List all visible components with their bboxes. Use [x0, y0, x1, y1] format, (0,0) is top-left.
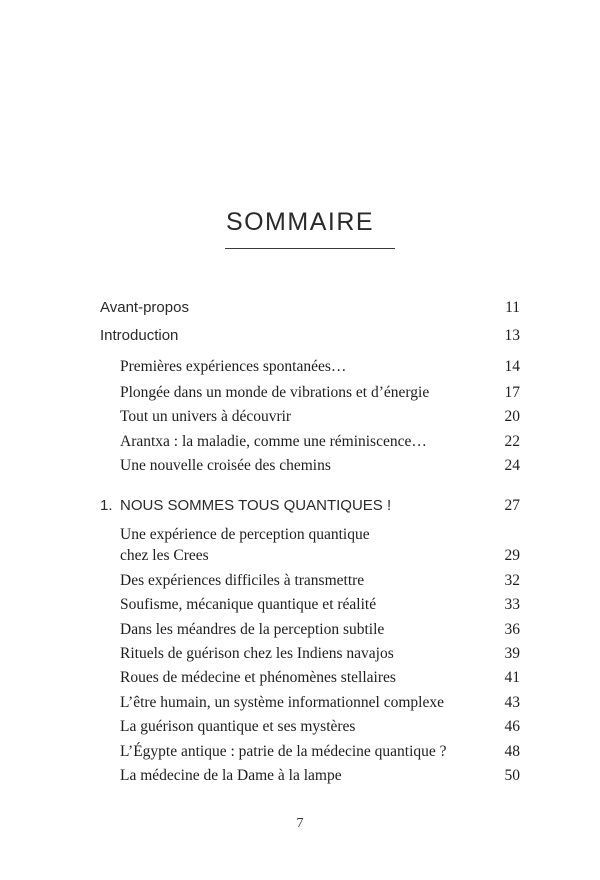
toc-subentry-label: Des expériences difficiles à transmettre: [120, 572, 365, 589]
chapter-number: 1.: [100, 497, 113, 514]
page-number: 7: [296, 816, 304, 831]
toc-subentry-page: 50: [504, 767, 520, 784]
toc-subentry-label: Une nouvelle croisée des chemins: [120, 457, 331, 474]
toc-subentry-label: Soufisme, mécanique quantique et réalité: [120, 596, 377, 613]
toc-subentry-label: Dans les méandres de la perception subtile: [120, 621, 385, 638]
chapter-page: 27: [504, 497, 520, 514]
toc-subentry-label: Plongée dans un monde de vibrations et d’énergie: [120, 384, 430, 401]
toc-subentry-page: 22: [504, 433, 520, 450]
chapter-title: NOUS SOMMES TOUS QUANTIQUES !: [120, 497, 392, 514]
title-underline: [225, 248, 395, 249]
toc-subentry-label-line2: chez les Crees: [120, 547, 209, 564]
toc-subentry-page: 48: [504, 743, 520, 760]
toc-subentry-label: L’Égypte antique : patrie de la médecine quantique ?: [120, 743, 447, 760]
toc-entry-label: Introduction: [100, 327, 179, 344]
toc-entry-page: 11: [505, 299, 520, 316]
toc-subentry-page: 33: [504, 596, 520, 613]
toc-subentry-label: La guérison quantique et ses mystères: [120, 718, 356, 735]
toc-entry-page: 13: [504, 327, 520, 344]
toc-subentry-page: 17: [504, 384, 520, 401]
toc-subentry-page: 36: [504, 621, 520, 638]
toc-subentry-label: Une expérience de perception quantique: [120, 526, 370, 543]
toc-entry-label: Avant-propos: [100, 299, 189, 316]
toc-subentry-page: 29: [504, 547, 520, 564]
toc-subentry-page: 41: [504, 669, 520, 686]
toc-subentry-label: L’être humain, un système informationnel complexe: [120, 694, 444, 711]
toc-subentry-label: Tout un univers à découvrir: [120, 408, 292, 425]
page-title: SOMMAIRE: [225, 208, 375, 236]
toc-subentry-page: 39: [504, 645, 520, 662]
toc-subentry-page: 46: [504, 718, 520, 735]
toc-subentry-page: 43: [504, 694, 520, 711]
toc-subentry-label: Premières expériences spontanées…: [120, 358, 347, 375]
toc-subentry-page: 14: [504, 358, 520, 375]
toc-subentry-page: 32: [504, 572, 520, 589]
toc-subentry-label: La médecine de la Dame à la lampe: [120, 767, 342, 784]
toc-subentry-page: 24: [504, 457, 520, 474]
toc-subentry-label: Rituels de guérison chez les Indiens navajos: [120, 645, 394, 662]
toc-subentry-label: Roues de médecine et phénomènes stellaires: [120, 669, 396, 686]
toc-subentry-label: Arantxa : la maladie, comme une réminiscence…: [120, 433, 427, 450]
toc-subentry-page: 20: [504, 408, 520, 425]
